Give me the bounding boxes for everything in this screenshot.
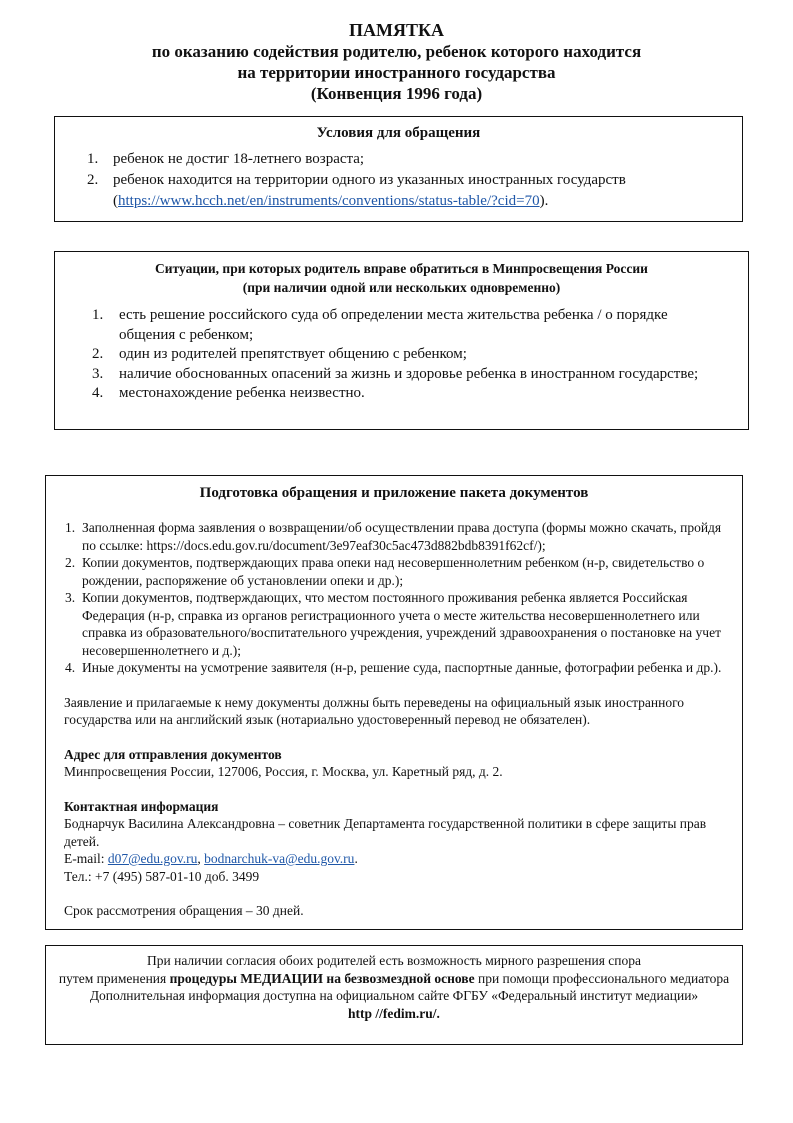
mediation-site [46, 1005, 742, 1023]
paren-close: ). [539, 193, 549, 209]
email-link-d07[interactable]: d07@edu.gov.ru [107, 851, 198, 866]
mediation-line-2-post: при помощи профессионального медиатора [474, 970, 730, 986]
list-item [46, 589, 742, 659]
list-item [55, 170, 742, 212]
list-item-text: есть решение российского суда об определении места жительства ребенка / о порядке общения с ребенком; [119, 307, 668, 343]
list-item-text: Копии документов, подтверждающих, что местом постоянного проживания ребенка является Российская Федерация (н-р, справка из органов регистрационного учета о месте жительства несовершеннолетнего или справка из образовательного/воспитательного учреждения, учреждений здравоохранения о постановке на учет несовершеннолетнего и д.); [82, 590, 721, 658]
contact-heading: Контактная информация [64, 798, 219, 814]
list-item [46, 659, 742, 677]
list-item [46, 554, 742, 589]
mailing-address: Минпросвещения России, 127006, Россия, г. Москва, ул. Каретный ряд, д. 2. [64, 764, 503, 779]
situations-heading [55, 259, 748, 297]
situations-list [55, 306, 748, 404]
mediation-emphasis: процедуры МЕДИАЦИИ на безвозмездной основе [169, 970, 475, 986]
list-item-number: 1. [87, 151, 99, 167]
fedim-site-link[interactable]: http //fedim.ru/. [348, 1005, 440, 1021]
conditions-heading: Условия для обращения [316, 125, 481, 141]
email-label: E-mail: [64, 851, 108, 866]
list-item-number: 3. [92, 365, 104, 382]
paren-open: ( [113, 193, 118, 209]
list-item-number: 4. [65, 660, 76, 675]
address-heading: Адрес для отправления документов [64, 746, 282, 762]
document-title: ПАМЯТКА [348, 20, 445, 40]
document-subtitle-line-1: по оказанию содействия родителю, ребенок которого находится [151, 42, 642, 61]
list-item-text: ребенок не достиг 18-летнего возраста; [113, 151, 365, 167]
list-item [55, 345, 748, 365]
mediation-line-3: Дополнительная информация доступна на официальном сайте ФГБУ «Федеральный институт медиации» [89, 988, 699, 1003]
list-item [55, 365, 748, 385]
list-item-number: 1. [65, 520, 76, 535]
situations-box [54, 251, 749, 430]
translation-note: Заявление и прилагаемые к нему документы должны быть переведены на официальный язык иностранного государства или на английский язык (нотариально удостоверенный перевод не обязателен). [64, 694, 685, 727]
list-item-number: 4. [92, 385, 104, 401]
list-item-text: местонахождение ребенка неизвестно. [119, 385, 365, 401]
contact-person: Боднарчук Василина Александровна – советник Департамента государственной политики в сфере защиты прав детей. [64, 816, 707, 849]
situations-heading-line-1: Ситуации, при которых родитель вправе обратиться в Минпросвещения России [155, 261, 648, 276]
list-item-number: 2. [92, 346, 104, 362]
preparation-box [45, 475, 743, 930]
mediation-box [45, 945, 743, 1045]
conditions-box [54, 116, 743, 222]
list-item-text: Иные документы на усмотрение заявителя (н-р, решение суда, паспортные данные, фотографии ребенка и др.). [82, 660, 722, 675]
list-item [46, 519, 742, 554]
list-item-number: 1. [92, 307, 104, 323]
list-item-number: 2. [87, 172, 99, 188]
hcch-status-table-link[interactable]: https://www.hcch.net/en/instruments/conventions/status-table/?cid=70 [118, 193, 540, 209]
list-item-text: один из родителей препятствует общению с ребенком; [119, 346, 467, 362]
preparation-heading: Подготовка обращения и приложение пакета документов [199, 485, 589, 501]
list-item-text: Копии документов, подтверждающих права опеки над несовершеннолетним ребенком (н-р, свидетельство о рождении, распоряжение об установлении опеки и др.); [82, 555, 705, 588]
mediation-text [46, 952, 742, 1022]
list-item [55, 149, 742, 170]
mediation-line-2 [46, 970, 742, 988]
list-item-text: наличие обоснованных опасений за жизнь и здоровье ребенка в иностранном государстве; [119, 365, 699, 382]
email-line [46, 850, 742, 868]
email-link-bodnarchuk[interactable]: bodnarchuk-va@edu.gov.ru [204, 851, 355, 866]
list-item-number: 2. [65, 555, 76, 570]
list-item-text: Заполненная форма заявления о возвращении/об осуществлении права доступа (формы можно скачать, пройдя по ссылке: https://docs.edu.gov.ru/document/3e97eaf30c5ac473d882bdb8391f62cf/); [82, 520, 722, 553]
document-title-block [0, 20, 793, 104]
documents-list [46, 519, 742, 677]
list-item [55, 384, 748, 404]
review-period: Срок рассмотрения обращения – 30 дней. [64, 903, 304, 918]
mediation-line-1: При наличии согласия обоих родителей есть возможность мирного разрешения спора [147, 953, 641, 968]
list-item-text: ребенок находится на территории одного из указанных иностранных государств [113, 172, 626, 188]
mediation-line-2-pre: путем применения [58, 970, 170, 986]
document-subtitle-line-3: (Конвенция 1996 года) [310, 84, 483, 103]
document-subtitle-line-2: на территории иностранного государства [237, 63, 556, 82]
conditions-list [55, 149, 742, 212]
email-end: . [354, 851, 358, 866]
list-item-number: 3. [65, 590, 76, 605]
situations-heading-line-2: (при наличии одной или нескольких одновременно) [242, 280, 561, 295]
email-separator: , [197, 851, 205, 866]
list-item [55, 306, 748, 345]
phone-line: Тел.: +7 (495) 587-01-10 доб. 3499 [64, 868, 260, 884]
